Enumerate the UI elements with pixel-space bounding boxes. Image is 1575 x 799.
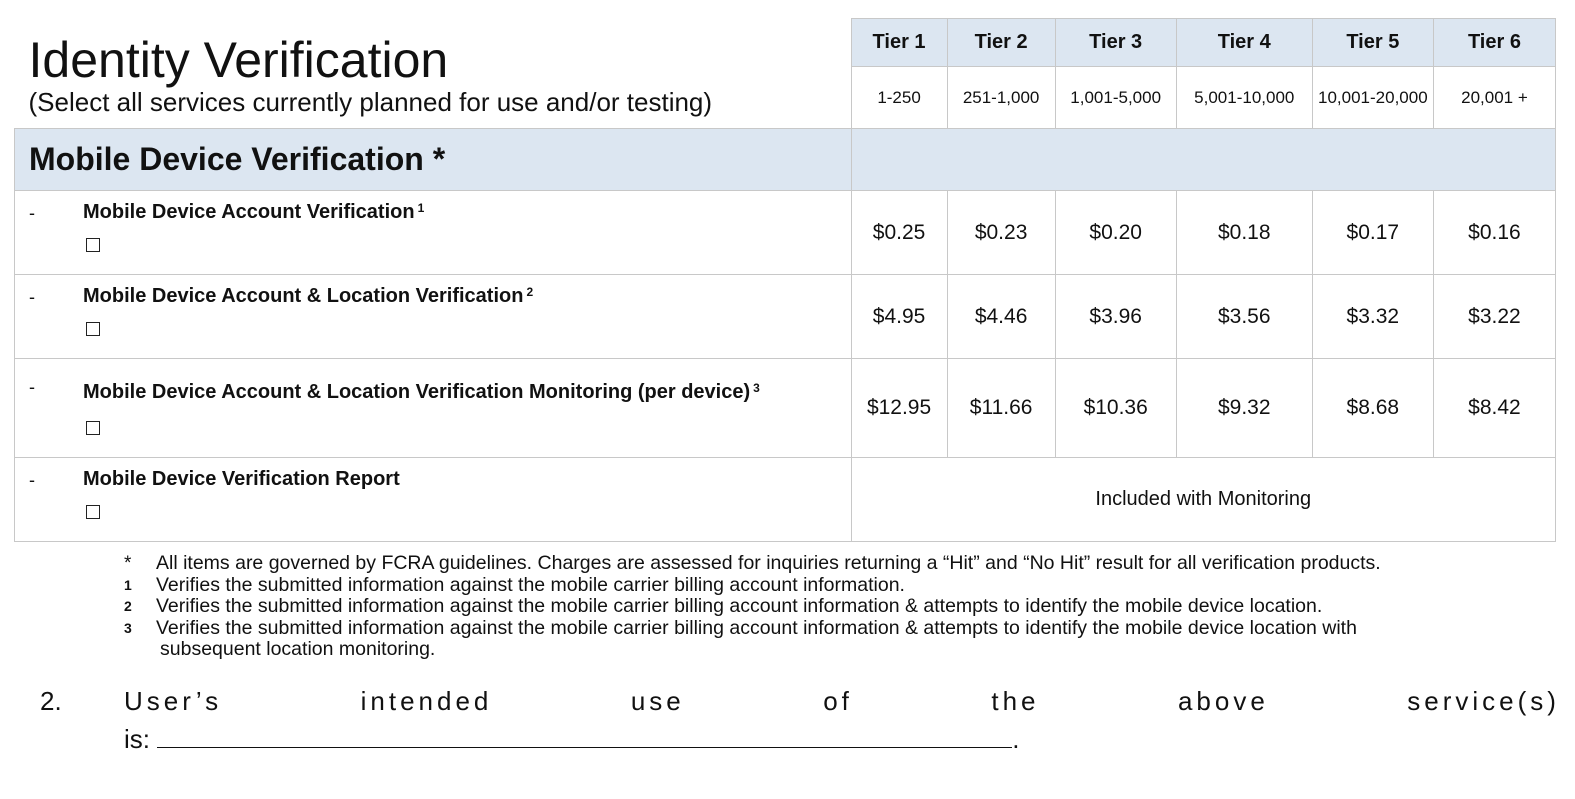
item-dash: -: [29, 287, 35, 307]
footnote-ref: 2: [526, 285, 534, 299]
price-cell: $3.96: [1055, 275, 1176, 359]
price-cell: $8.68: [1312, 359, 1433, 458]
tier-header: Tier 3: [1055, 19, 1176, 67]
item-label: Mobile Device Account Verification $^1$: [83, 201, 425, 223]
table-row: [15, 191, 1556, 275]
price-cell: $0.17: [1312, 191, 1433, 275]
item-label: Mobile Device Account & Location Verification Monitoring (per device) $^3$: [83, 381, 760, 403]
question-suffix: .: [1012, 724, 1020, 754]
price-cell: $0.23: [947, 191, 1055, 275]
footnote-mark: 3: [124, 619, 132, 636]
tier-header: Tier 6: [1433, 19, 1555, 67]
price-cell: $0.20: [1055, 191, 1176, 275]
footnote-ref: 3: [753, 381, 760, 395]
item-cell: [15, 458, 852, 542]
item-checkbox[interactable]: [86, 421, 100, 435]
table-row: [15, 275, 1556, 359]
item-cell: [15, 275, 852, 359]
item-label: Mobile Device Account & Location Verification $^2$: [83, 285, 534, 307]
tier-header: Tier 5: [1312, 19, 1433, 67]
footnote-text: All items are governed by FCRA guidelines. Charges are assessed for inquiries returning a “Hit” and “No Hit” result for all verification products.: [156, 552, 1381, 574]
question-text: [124, 686, 1560, 717]
price-cell: $11.66: [947, 359, 1055, 458]
question-prefix: is:: [124, 724, 150, 754]
table-row: [15, 359, 1556, 458]
answer-blank-field[interactable]: [157, 723, 1012, 748]
section-header-fill: [851, 129, 1555, 191]
footnote-text: Verifies the submitted information against the mobile carrier billing account information & attempts to identify the mobile device location with: [156, 616, 1357, 639]
header-cell: [15, 19, 852, 129]
table-row: [15, 458, 1556, 542]
footnote: [120, 553, 1381, 575]
item-checkbox[interactable]: [86, 505, 100, 519]
footnote-mark: 1: [124, 576, 132, 593]
footnote-mark: 2: [124, 598, 132, 614]
footnote: [120, 618, 1381, 640]
footnote: [120, 596, 1381, 618]
price-cell: $9.32: [1176, 359, 1312, 458]
tier-header: Tier 4: [1176, 19, 1312, 67]
price-cell: $4.46: [947, 275, 1055, 359]
section-header: [15, 129, 852, 191]
price-cell: $0.25: [851, 191, 947, 275]
item-label: Mobile Device Verification Report: [83, 468, 400, 490]
section-title: Mobile Device Verification *: [29, 141, 446, 177]
item-dash: -: [29, 470, 35, 490]
price-cell: $3.32: [1312, 275, 1433, 359]
item-checkbox[interactable]: [86, 322, 100, 336]
tier-range: 251-1,000: [947, 67, 1055, 129]
price-cell: $8.42: [1433, 359, 1555, 458]
item-dash: -: [29, 377, 35, 397]
question-word: the: [991, 686, 1040, 716]
question-word: service(s): [1407, 686, 1560, 716]
footnote-text: Verifies the submitted information against the mobile carrier billing account information & attempts to identify the mobile device location.: [156, 595, 1323, 617]
tier-header: Tier 1: [851, 19, 947, 67]
question-word: of: [823, 686, 853, 716]
footnote-text: Verifies the submitted information against the mobile carrier billing account information.: [156, 573, 905, 596]
footnote-continuation: subsequent location monitoring.: [160, 638, 436, 660]
tier-range: 20,001 +: [1433, 67, 1555, 129]
tier-range: 10,001-20,000: [1312, 67, 1433, 129]
pricing-table: [14, 18, 1556, 542]
footnote-ref: 1: [417, 201, 425, 215]
question-word: User’s: [124, 686, 223, 716]
question-answer-line: [124, 723, 1019, 755]
item-cell: [15, 191, 852, 275]
tier-range: 1,001-5,000: [1055, 67, 1176, 129]
question-word: above: [1177, 686, 1269, 716]
item-dash: -: [29, 203, 35, 223]
price-cell: $12.95: [851, 359, 947, 458]
price-cell: $0.18: [1176, 191, 1312, 275]
item-cell: [15, 359, 852, 458]
price-cell: $3.56: [1176, 275, 1312, 359]
tier-range: 5,001-10,000: [1176, 67, 1312, 129]
price-cell: $0.16: [1433, 191, 1555, 275]
footnotes: [120, 553, 1381, 661]
question-word: intended: [360, 686, 493, 716]
included-note: Included with Monitoring: [851, 458, 1555, 542]
price-cell: $4.95: [851, 275, 947, 359]
tier-header: Tier 2: [947, 19, 1055, 67]
page-subtitle: (Select all services currently planned for use and/or testing): [28, 86, 713, 117]
page-title: Identity Verification: [28, 31, 449, 88]
price-cell: $3.22: [1433, 275, 1555, 359]
item-checkbox[interactable]: [86, 238, 100, 252]
question-number: 2.: [40, 686, 62, 716]
question-word: use: [630, 686, 685, 716]
footnote-mark: *: [124, 553, 132, 574]
price-cell: $10.36: [1055, 359, 1176, 458]
footnote: [120, 575, 1381, 597]
tier-range: 1-250: [851, 67, 947, 129]
